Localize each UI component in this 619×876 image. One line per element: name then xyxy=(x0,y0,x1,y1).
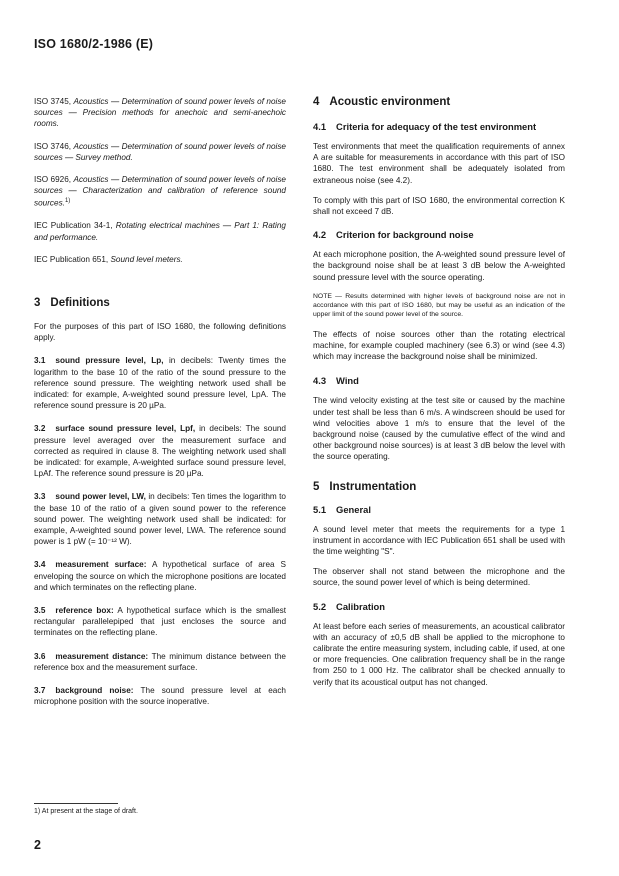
subsection-4-2-heading: 4.2 Criterion for background noise xyxy=(313,229,474,241)
definition-3-2: 3.2 surface sound pressure level, Lpf, in decibels: The sound pressure level averaged over the measurement surface and corrected as required in clause 8. The weighting network used shall be indicated: for example, A-weighted surface sound pressure level, LpAf. The reference sound pressure is 20 µPa. xyxy=(34,424,286,479)
footnote-marker: 1) xyxy=(64,198,71,205)
definition-3-1: 3.1 sound pressure level, Lp, in decibels: Twenty times the logarithm to the base 10 of the ratio of the sound pressure to the reference sound pressure. The weighting network used shall be indicated: for example, A-weighted sound pressure level, LpA. The reference sound pressure is 20 µPa. xyxy=(34,356,287,411)
subsection-5-2-heading: 5.2 Calibration xyxy=(313,600,386,612)
left-column xyxy=(34,96,286,707)
subsection-4-1-paragraph-1: Test environments that meet the qualification requirements of annex A are suitable for measurements in accordance with this part of ISO 1680. The test environment shall be adequately isolated from extraneous noise (see 4.2). xyxy=(313,142,565,185)
subsection-4-1-paragraph-2: To comply with this part of ISO 1680, the environmental correction K shall not exceed 7 dB. xyxy=(313,195,565,217)
subsection-5-1-paragraph-2: The observer shall not stand between the microphone and the source, the sound power level of which is being determined. xyxy=(313,567,565,588)
definition-3-3: 3.3 sound power level, LW, in decibels: Ten times the logarithm to the base 10 of the ratio of a given sound power to the reference sound power. The weighting network used shall be indicated: for example, A-weighted sound power level, LWA. The reference sound power is 1 pW (= 10⁻¹² W). xyxy=(34,492,286,547)
subsection-5-2-paragraph: At least before each series of measurements, an acoustical calibrator with an accuracy of ±0,5 dB shall be applied to the microphone to calibrate the entire measuring system, including cable, if used, at one or more frequencies. One calibration frequency shall be in the range from 250 to 1 000 Hz. The calibrator shall be checked annually to verify that its acoustical output has not changed. xyxy=(313,621,565,687)
section-3-intro: For the purposes of this part of ISO 1680, the following definitions apply. xyxy=(34,321,286,343)
reference-iso-3745: ISO 3745, Acoustics — Determination of sound power levels of noise sources — Precision methods for anechoic and semi-anechoic rooms. xyxy=(34,97,286,129)
subsection-4-2-note: NOTE — Results determined with higher levels of background noise are not in accordance with this part of ISO 1680, but may be useful as an indication of the upper limit of the sound power level of the source. xyxy=(313,292,565,319)
right-column xyxy=(313,96,565,688)
page-number: 2 xyxy=(34,838,41,852)
definition-3-5: 3.5 reference box: A hypothetical surface which is the smallest rectangular parallelepiped that just encloses the source and terminates on the reflecting plane. xyxy=(34,606,286,638)
definition-3-6: 3.6 measurement distance: The minimum distance between the reference box and the measurement surface. xyxy=(34,651,286,672)
section-5-heading: 5 Instrumentation xyxy=(313,480,417,493)
footnote: 1) At present at the stage of draft. xyxy=(34,808,138,815)
definition-3-7: 3.7 background noise: The sound pressure level at each microphone position with the source inoperative. xyxy=(34,686,286,707)
running-header: ISO 1680/2-1986 (E) xyxy=(34,37,154,51)
subsection-5-1-heading: 5.1 General xyxy=(313,503,371,515)
reference-iso-3746: ISO 3746, Acoustics — Determination of sound power levels of noise sources — Survey method. xyxy=(34,141,286,162)
footnote-divider xyxy=(34,803,118,804)
subsection-4-2-paragraph-2: The effects of noise sources other than the rotating electrical machine, for example coupled machinery (see 6.3) or wind (see 4.3) which may increase the background noise shall be minimized. xyxy=(313,329,565,362)
subsection-4-3-paragraph: The wind velocity existing at the test site or caused by the machine under test shall be less than 6 m/s. A windscreen should be used for wind velocities above 1 m/s to ensure that the level of the background noise (caused by the cumulative effect of the wind and other background noise sources) is at least 3 dB below the level with the source operating. xyxy=(313,396,565,462)
reference-iec-34-1: IEC Publication 34-1, Rotating electrical machines — Part 1: Rating and performance. xyxy=(34,221,286,242)
definition-3-4: 3.4 measurement surface: A hypothetical surface of area S enveloping the source on which the microphone positions are located and which terminates on the reflecting plane. xyxy=(34,560,286,592)
subsection-4-1-heading: 4.1 Criteria for adequacy of the test environment xyxy=(313,121,537,132)
reference-iec-651: IEC Publication 651, Sound level meters. xyxy=(34,254,183,264)
reference-iso-6926: ISO 6926, Acoustics — Determination of sound power levels of noise sources — Characterization and calibration of reference sound sources.$^{1)}$ xyxy=(34,175,286,209)
subsection-4-2-paragraph-1: At each microphone position, the A-weighted sound pressure level of the background noise shall be at least 3 dB below the A-weighted sound pressure level with the source operating. xyxy=(313,250,565,282)
section-3-heading: 3 Definitions xyxy=(34,296,110,309)
subsection-5-1-paragraph-1: A sound level meter that meets the requirements for a type 1 instrument in accordance with IEC Publication 651 shall be used with the time weighting "S". xyxy=(313,524,565,556)
subsection-4-3-heading: 4.3 Wind xyxy=(313,375,359,387)
section-4-heading: 4 Acoustic environment xyxy=(313,96,451,108)
